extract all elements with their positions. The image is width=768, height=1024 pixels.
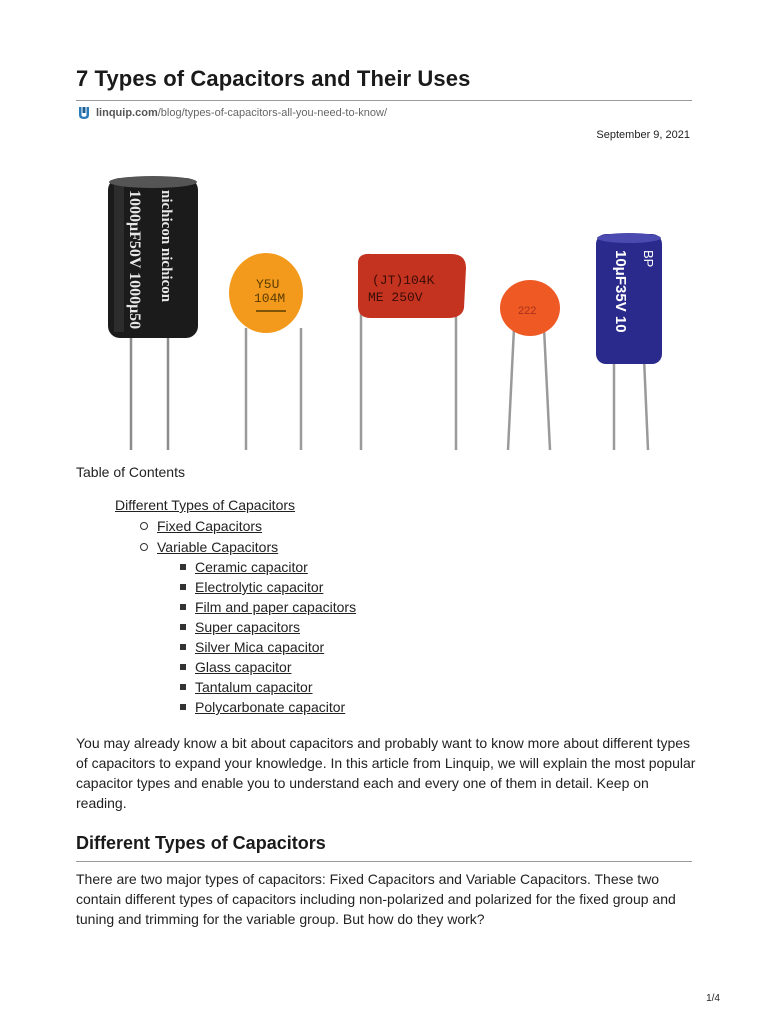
square-bullet-icon [180,584,186,590]
toc-item-ceramic [177,559,308,575]
circle-bullet-icon [140,543,148,551]
toc-item-electrolytic [177,579,323,595]
small-ceramic-capacitor-image [500,280,560,450]
toc-item-film-paper [177,599,356,615]
toc-link-ceramic[interactable]: Ceramic capacitor [195,559,308,575]
square-bullet-icon [180,684,186,690]
toc-item-fixed [138,518,262,534]
svg-text:(JT)104K: (JT)104K [372,273,435,288]
toc-link-silver-mica[interactable]: Silver Mica capacitor [195,639,325,655]
linquip-logo-icon [76,105,92,121]
toc-link-polycarbonate[interactable]: Polycarbonate capacitor [195,699,346,715]
svg-text:nichicon nichicon: nichicon nichicon [158,190,174,303]
toc-link-fixed-capacitors[interactable]: Fixed Capacitors [157,518,263,534]
square-bullet-icon [180,664,186,670]
square-bullet-icon [180,644,186,650]
source-path[interactable]: /blog/types-of-capacitors-all-you-need-to-know/ [157,107,388,119]
square-bullet-icon [180,624,186,630]
toc-item-polycarbonate [177,699,345,715]
source-domain[interactable]: linquip.com [96,107,158,119]
page-title: 7 Types of Capacitors and Their Uses [76,66,471,91]
publish-date: September 9, 2021 [596,129,690,141]
section-paragraph: There are two major types of capacitors: Fixed Capacitors and Variable Capacitors. These two contain different types of capacitors including non-polarized and polarized for the fixed group and tuning and trimming for the variable group. But how do they work? [76,871,676,927]
toc-link-variable-capacitors[interactable]: Variable Capacitors [157,539,279,555]
square-bullet-icon [180,604,186,610]
svg-text:10μF35V 10: 10μF35V 10 [612,250,629,333]
blue-electrolytic-capacitor-image [596,233,662,450]
square-bullet-icon [180,704,186,710]
toc-link-film-paper[interactable]: Film and paper capacitors [195,599,357,615]
svg-text:104M: 104M [254,291,286,306]
toc-item-super [177,619,300,635]
toc-item-silver-mica [177,639,324,655]
page-number: 1/4 [706,993,720,1004]
toc-link-tantalum[interactable]: Tantalum capacitor [195,679,313,695]
toc-link-glass[interactable]: Glass capacitor [195,659,292,675]
circle-bullet-icon [140,522,148,530]
svg-text:BP: BP [641,250,656,268]
film-capacitor-image [358,254,466,450]
capacitors-photo [96,168,672,452]
square-bullet-icon [180,564,186,570]
toc-item-glass [177,659,291,675]
svg-text:222: 222 [518,305,537,317]
toc-link-different-types[interactable]: Different Types of Capacitors [115,497,296,513]
source-line [76,105,387,121]
section-divider [76,861,692,862]
toc-title: Table of Contents [76,464,185,480]
svg-text:ME 250V: ME 250V [368,290,423,305]
toc-link-super[interactable]: Super capacitors [195,619,301,635]
title-divider [76,100,692,101]
toc-item-variable [138,539,278,555]
electrolytic-capacitor-image [108,176,198,450]
section-heading: Different Types of Capacitors [76,833,326,853]
ceramic-capacitor-image [229,253,303,450]
toc-item-tantalum [177,679,313,695]
svg-text:1000μF50V 1000μ50: 1000μF50V 1000μ50 [126,190,143,330]
intro-paragraph: You may already know a bit about capacitors and probably want to know more about different types of capacitors to expand your knowledge. In this article from Linquip, we will explain the most popular capacitor types and enable you to understand each and every one of them in detail. Keep on reading. [76,735,696,811]
toc-link-electrolytic[interactable]: Electrolytic capacitor [195,579,324,595]
svg-text:Y5U: Y5U [256,277,280,292]
